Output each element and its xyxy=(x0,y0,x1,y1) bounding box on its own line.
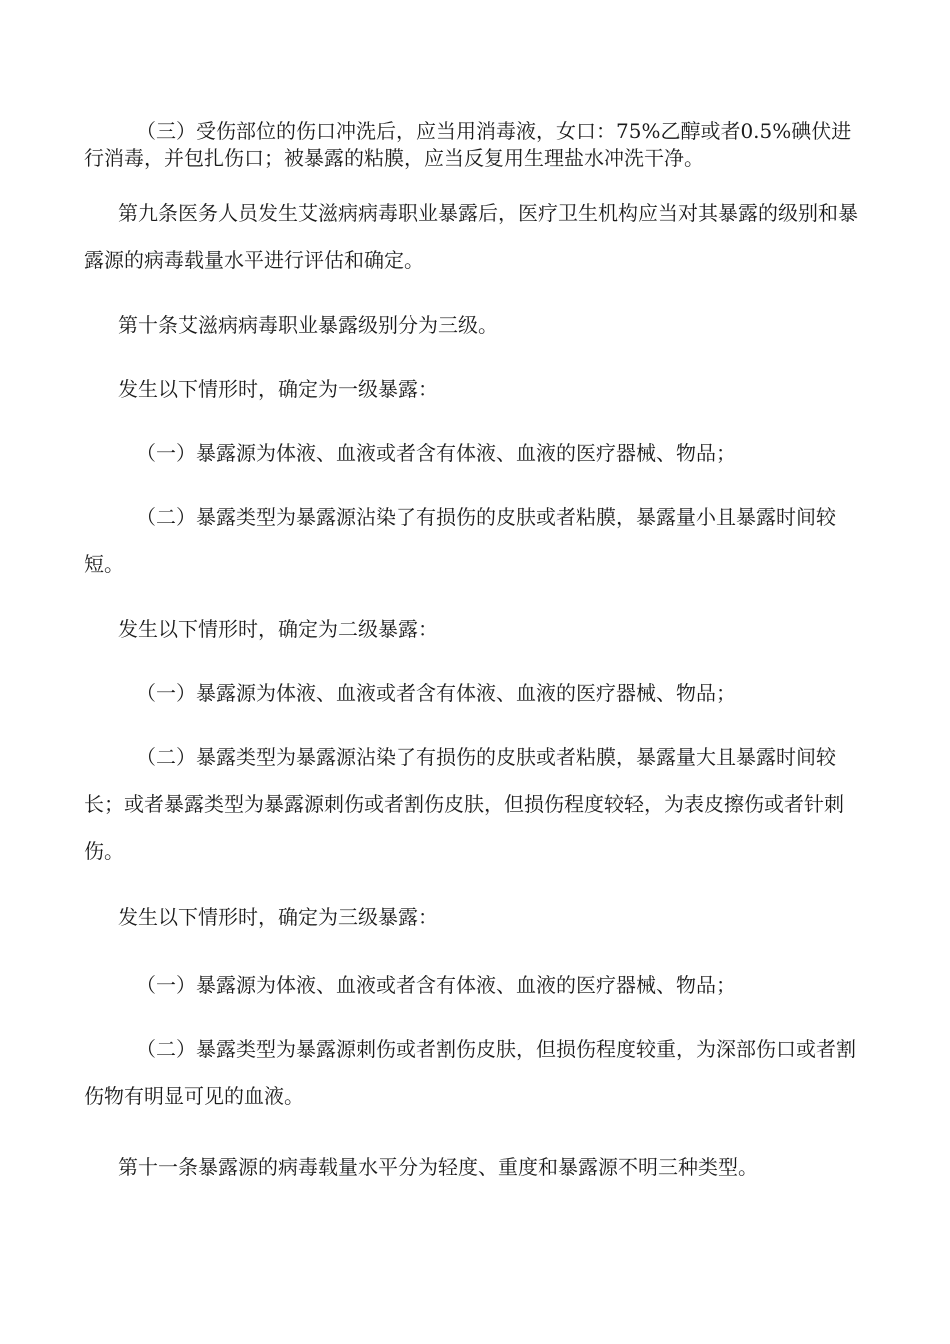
paragraph-level-3-item-2: （二）暴露类型为暴露源刺伤或者割伤皮肤，但损伤程度较重，为深部伤口或者割伤物有明显可见的血液。 xyxy=(84,1037,856,1108)
paragraph-level-2-item-2: （二）暴露类型为暴露源沾染了有损伤的皮肤或者粘膜，暴露量大且暴露时间较长；或者暴露类型为暴露源刺伤或者割伤皮肤，但损伤程度较轻，为表皮擦伤或者针刺伤。 xyxy=(84,745,844,863)
paragraph-level-1-item-1: （一）暴露源为体液、血液或者含有体液、血液的医疗器械、物品； xyxy=(136,441,736,465)
paragraph-article-11: 第十一条暴露源的病毒载量水平分为轻度、重度和暴露源不明三种类型。 xyxy=(118,1155,758,1179)
paragraph-level-3-heading: 发生以下情形时，确定为三级暴露： xyxy=(118,905,438,929)
paragraph-article-10: 第十条艾滋病病毒职业暴露级别分为三级。 xyxy=(118,313,498,337)
paragraph-level-1-item-2: （二）暴露类型为暴露源沾染了有损伤的皮肤或者粘膜，暴露量小且暴露时间较短。 xyxy=(84,505,836,576)
paragraph-level-3-item-1: （一）暴露源为体液、血液或者含有体液、血液的医疗器械、物品； xyxy=(136,973,736,997)
paragraph-level-2-item-1: （一）暴露源为体液、血液或者含有体液、血液的医疗器械、物品； xyxy=(136,681,736,705)
paragraph-level-1-heading: 发生以下情形时，确定为一级暴露： xyxy=(118,377,438,401)
paragraph-article-9: 第九条医务人员发生艾滋病病毒职业暴露后，医疗卫生机构应当对其暴露的级别和暴露源的病毒载量水平进行评估和确定。 xyxy=(84,201,858,272)
paragraph-wound-disinfection: （三）受伤部位的伤口冲洗后，应当用消毒液，女口：75%乙醇或者0.5%碘伏进行消毒，并包扎伤口；被暴露的粘膜，应当反复用生理盐水冲洗干净。 xyxy=(84,119,852,170)
paragraph-level-2-heading: 发生以下情形时，确定为二级暴露： xyxy=(118,617,438,641)
